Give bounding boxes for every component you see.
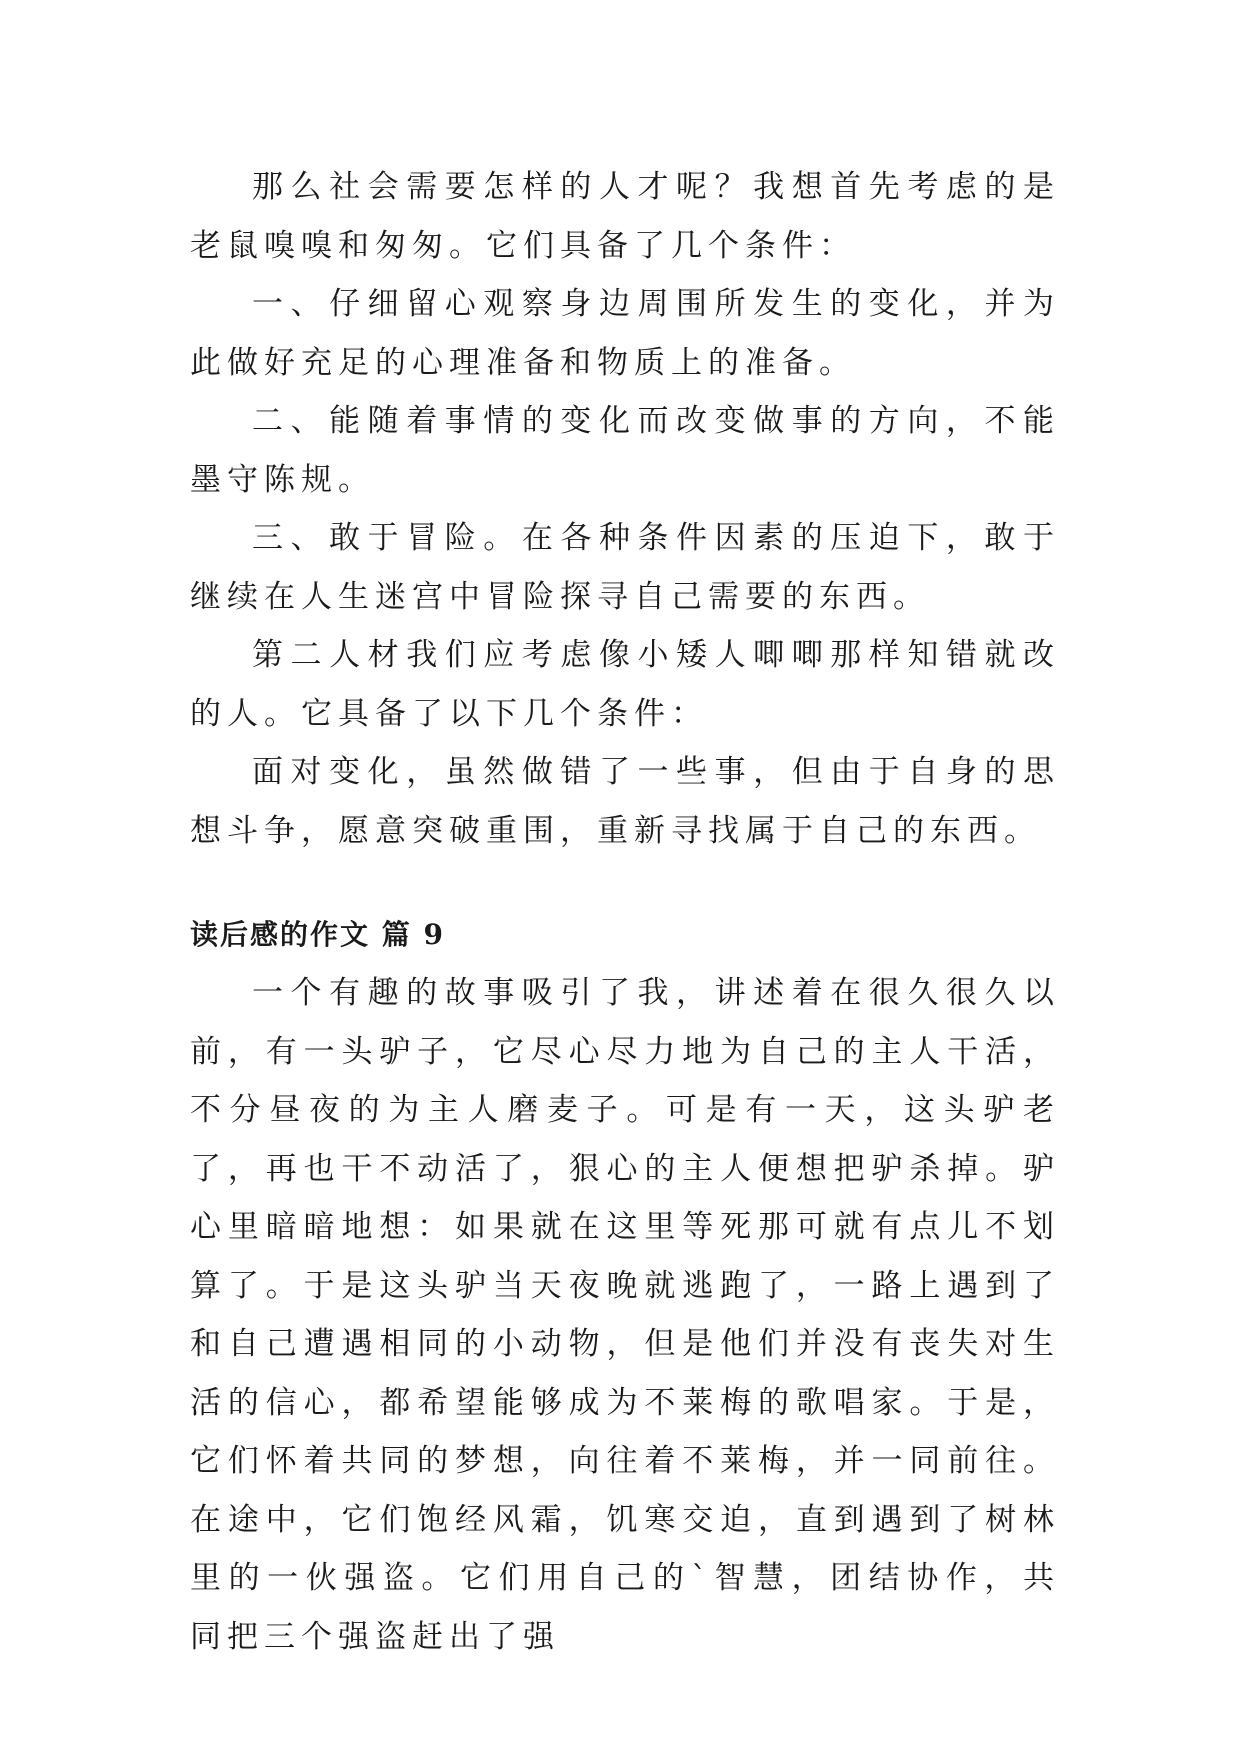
section-one-body (190, 158, 1060, 860)
paragraph: 二、能随着事情的变化而改变做事的方向，不能墨守陈规。 (190, 403, 1060, 498)
paragraph: 三、敢于冒险。在各种条件因素的压迫下，敢于继续在人生迷宫中冒险探寻自己需要的东西。 (190, 520, 1060, 615)
section-heading: 读后感的作文 篇 9 (190, 918, 445, 951)
paragraph: 一个有趣的故事吸引了我，讲述着在很久很久以前，有一头驴子，它尽心尽力地为自己的主人干活，不分昼夜的为主人磨麦子。可是有一天，这头驴老了，再也干不动活了，狠心的主人便想把驴杀掉。驴心里暗暗地想：如果就在这里等死那可就有点儿不划算了。于是这头驴当天夜晚就逃跑了，一路上遇到了和自己遭遇相同的小动物，但是他们并没有丧失对生活的信心，都希望能够成为不莱梅的歌唱家。于是，它们怀着共同的梦想，向往着不莱梅，并一同前往。在途中，它们饱经风霜，饥寒交迫，直到遇到了树林里的一伙强盗。它们用自己的`智慧，团结协作，共同把三个强盗赶出了强 (190, 975, 1060, 1655)
paragraph: 那么社会需要怎样的人才呢？我想首先考虑的是老鼠嗅嗅和匆匆。它们具备了几个条件： (190, 169, 1060, 264)
paragraph: 第二人材我们应考虑像小矮人唧唧那样知错就改的人。它具备了以下几个条件： (190, 637, 1060, 732)
section-two-body (190, 964, 1060, 1666)
paragraph: 面对变化，虽然做错了一些事，但由于自身的思想斗争，愿意突破重围，重新寻找属于自己的东西。 (190, 754, 1060, 849)
paragraph: 一、仔细留心观察身边周围所发生的变化，并为此做好充足的心理准备和物质上的准备。 (190, 286, 1060, 381)
